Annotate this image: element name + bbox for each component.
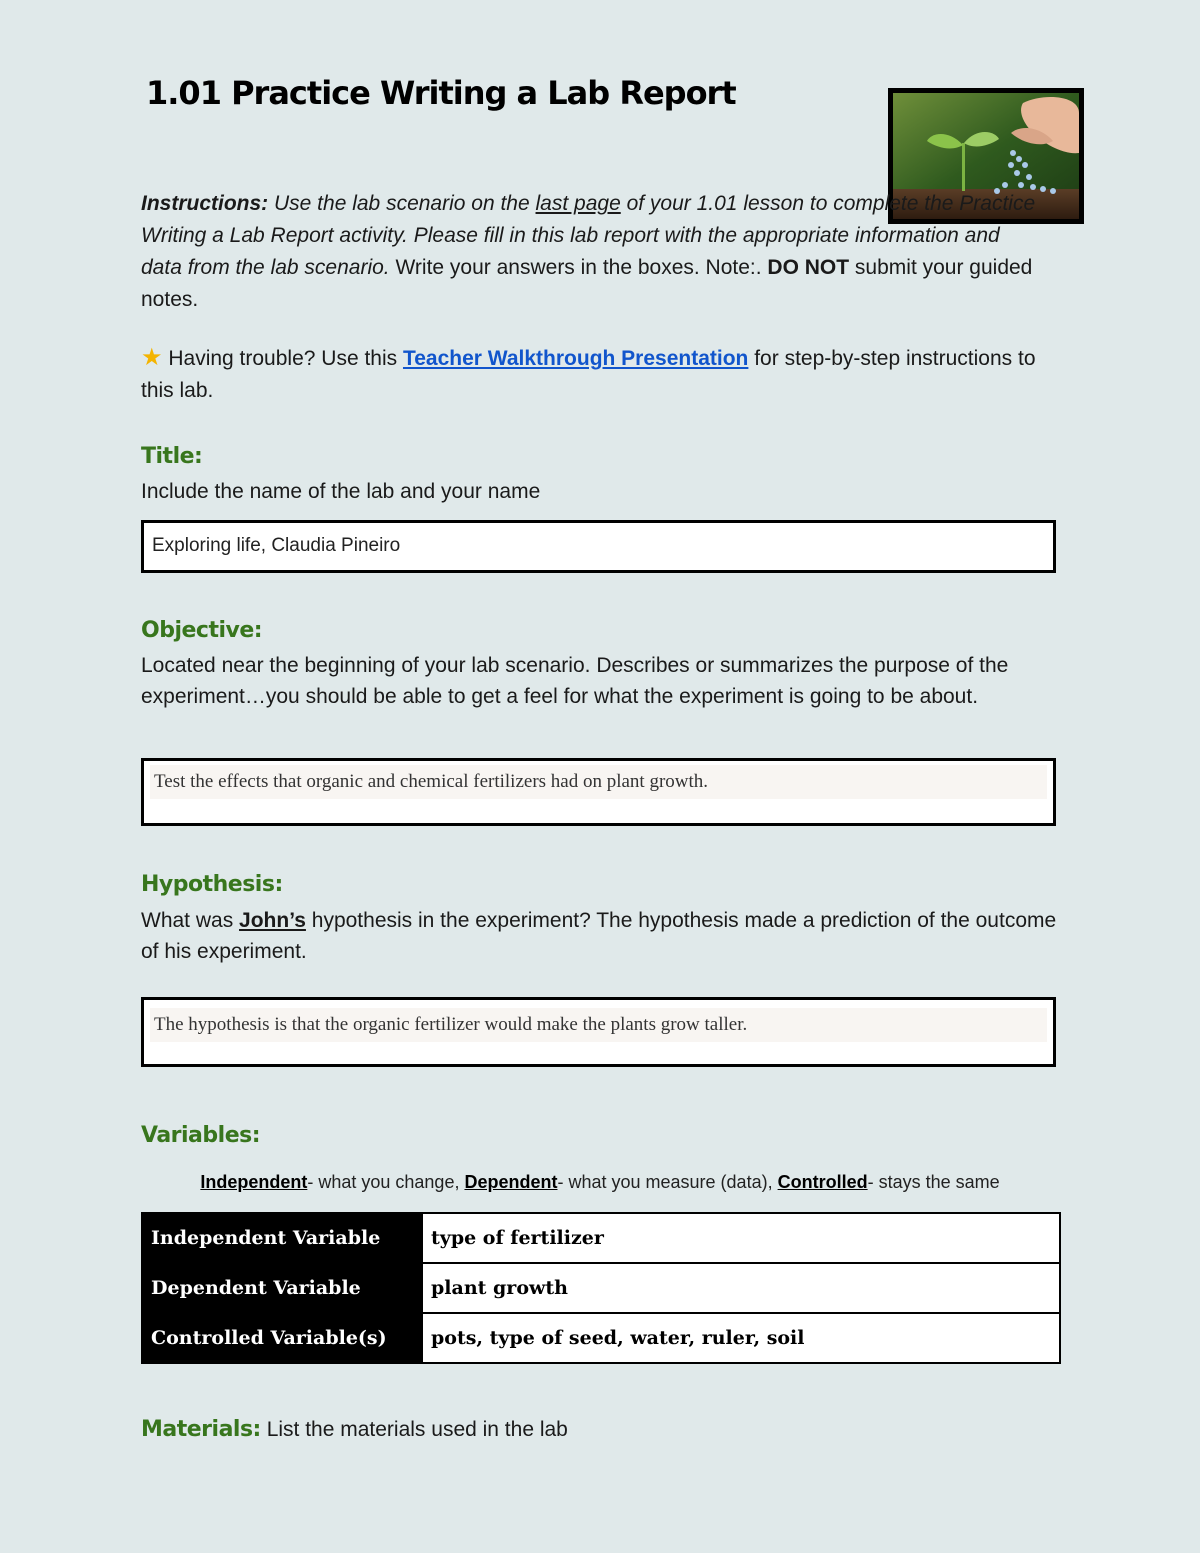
teacher-walkthrough-link[interactable]: Teacher Walkthrough Presentation — [402, 347, 749, 370]
instructions-paragraph — [141, 188, 1041, 316]
instructions-text-3: Write your answers in the boxes. Note:. — [389, 256, 768, 279]
materials-line — [141, 1414, 568, 1446]
title-answer: Exploring life, Claudia Pineiro — [152, 535, 401, 556]
table-row — [142, 1263, 1060, 1313]
instructions-label: Instructions: — [141, 192, 269, 215]
hypothesis-prompt-post: hypothesis in the experiment? The hypothesis made a prediction of the outcome of his experiment. — [141, 909, 1057, 963]
john-name: John’s — [239, 909, 306, 932]
star-icon: ★ — [141, 344, 163, 371]
do-not-emphasis: DO NOT — [767, 256, 850, 279]
table-row — [142, 1313, 1060, 1363]
help-prefix: Having trouble? Use this — [162, 347, 403, 370]
dependent-variable-label: Dependent Variable — [142, 1263, 422, 1313]
help-paragraph — [141, 342, 1041, 407]
variables-definition-note — [0, 1172, 1200, 1193]
variables-table — [141, 1212, 1061, 1364]
independent-variable-value[interactable]: type of fertilizer — [422, 1213, 1060, 1263]
independent-variable-label: Independent Variable — [142, 1213, 422, 1263]
title-heading: Title: — [141, 444, 203, 469]
controlled-desc: - stays the same — [867, 1172, 1000, 1192]
dependent-desc: - what you measure (data), — [557, 1172, 778, 1192]
help-suffix: for step-by-step instructions to this lab. — [141, 347, 1036, 402]
hypothesis-answer: The hypothesis is that the organic fertilizer would make the plants grow taller. — [150, 1008, 1047, 1042]
hypothesis-prompt — [141, 905, 1061, 967]
last-page-link[interactable]: last page — [535, 192, 621, 215]
table-row — [142, 1213, 1060, 1263]
independent-desc: - what you change, — [307, 1172, 465, 1192]
hypothesis-answer-box[interactable] — [141, 997, 1056, 1067]
hypothesis-heading: Hypothesis: — [141, 872, 283, 897]
controlled-term: Controlled — [777, 1172, 868, 1192]
instructions-text-4: submit your guided notes. — [141, 256, 1033, 311]
objective-prompt: Located near the beginning of your lab scenario. Describes or summarizes the purpose of the experiment…you should be able to get a feel for what the experiment is going to be about. — [141, 654, 1009, 708]
page-title: 1.01 Practice Writing a Lab Report — [146, 74, 736, 112]
dependent-term: Dependent — [464, 1172, 558, 1192]
title-answer-box[interactable] — [141, 520, 1056, 573]
objective-answer: Test the effects that organic and chemical fertilizers had on plant growth. — [150, 765, 1047, 799]
title-prompt: Include the name of the lab and your name — [141, 480, 541, 503]
controlled-variables-value[interactable]: pots, type of seed, water, ruler, soil — [422, 1313, 1060, 1363]
objective-heading: Objective: — [141, 618, 263, 643]
dependent-variable-value[interactable]: plant growth — [422, 1263, 1060, 1313]
objective-answer-box[interactable] — [141, 758, 1056, 826]
controlled-variables-label: Controlled Variable(s) — [142, 1313, 422, 1363]
materials-prompt: List the materials used in the lab — [260, 1418, 568, 1441]
instructions-text-1: Use the lab scenario on the — [268, 192, 536, 215]
instructions-text-2: of your 1.01 lesson to complete the Practice Writing a Lab Report activity. Please fill in this lab report with the appropriate information and data from the lab scenario. — [141, 192, 1036, 279]
independent-term: Independent — [200, 1172, 308, 1192]
materials-heading: Materials: — [141, 1417, 261, 1442]
variables-heading: Variables: — [141, 1123, 261, 1148]
hypothesis-prompt-pre: What was — [141, 909, 240, 932]
